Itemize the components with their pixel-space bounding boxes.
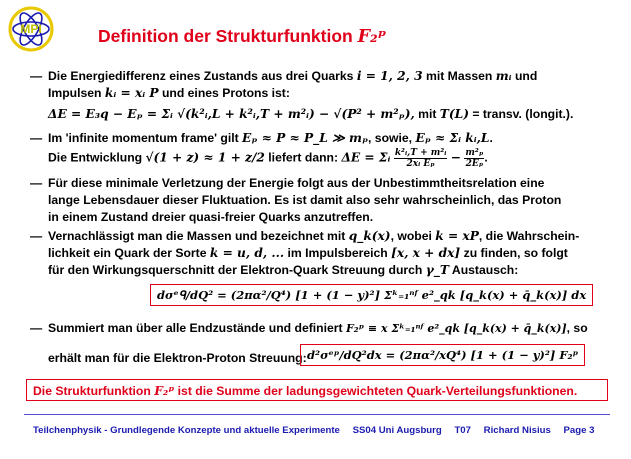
bullet-dash: — <box>30 69 43 83</box>
footer-divider <box>24 414 610 415</box>
item3-line1: Für diese minimale Verletzung der Energie folgt aus der Unbestimmtheitsrelation eine <box>48 176 545 190</box>
text: . <box>484 150 488 165</box>
text: Im 'infinite momentum frame' gilt <box>48 131 239 145</box>
math: kᵢ = xᵢ P <box>104 86 159 100</box>
math: − <box>450 150 462 165</box>
item4-line1 <box>48 228 579 244</box>
numerator: k²ᵢ,T + m²ᵢ <box>394 148 447 158</box>
text: zu finden, so folgt <box>463 246 568 260</box>
item2-line1 <box>48 130 493 146</box>
item2-line2 <box>48 148 488 169</box>
text: im Impulsbereich <box>287 246 388 260</box>
math: mᵢ <box>495 69 512 83</box>
math: T(L) <box>439 107 469 121</box>
text: , sowie, <box>368 131 413 145</box>
math: [x, x + dx] <box>391 246 461 260</box>
text: , wobei <box>390 229 432 243</box>
math: k = u, d, ... <box>209 246 285 260</box>
text: lichkeit ein Quark der Sorte <box>48 246 207 260</box>
bullet-dash: — <box>30 176 43 190</box>
text: Die Energiedifferenz eines Zustands aus drei Quarks <box>48 69 354 83</box>
denominator: 2Eₚ <box>465 159 484 169</box>
item4-line3 <box>48 262 518 278</box>
summary-text: ist die Summe der ladungsgewichteten Quark-Verteilungsfunktionen. <box>177 384 578 398</box>
footer-author: Richard Nisius <box>483 425 551 436</box>
math: √(1 + z) ≈ 1 + z/2 <box>145 150 265 165</box>
title-math: F₂ᵖ <box>357 27 387 47</box>
text: Summiert man über alle Endzustände und definiert <box>48 321 343 335</box>
footer <box>33 425 604 436</box>
text: . <box>489 131 493 145</box>
fraction <box>464 148 484 169</box>
item5-line1 <box>48 320 588 337</box>
summary-text: Die Strukturfunktion <box>33 384 151 398</box>
numerator: m²ₚ <box>465 148 484 158</box>
title-text: Definition der Strukturfunktion <box>98 26 353 46</box>
text: Die Entwicklung <box>48 150 143 165</box>
text: , so <box>566 321 588 335</box>
text: mit <box>418 107 437 121</box>
math: F₂ᵖ ≡ x Σᵏ₌₁ⁿᶠ e²_qk [q_k(x) + q̄_k(x)] <box>345 322 567 335</box>
text: und eines Protons ist: <box>161 86 290 100</box>
item1-equation <box>48 106 573 122</box>
bullet-dash: — <box>30 229 43 243</box>
math: ΔE = Σᵢ <box>341 150 391 165</box>
text: Impulsen <box>48 86 102 100</box>
math: Eₚ ≈ P ≈ P_L ≫ mₚ <box>242 131 369 145</box>
footer-term: SS04 Uni Augsburg <box>352 425 442 436</box>
footer-code: T07 <box>454 425 471 436</box>
footer-course: Teilchenphysik - Grundlegende Konzepte und aktuelle Experimente <box>33 425 340 436</box>
item3-line2: lange Lebensdauer dieser Fluktuation. Es ist damit also sehr wahrscheinlich, das Proton <box>48 193 562 207</box>
proton-cross-section-equation: d²σᵉᵖ/dQ²dx = (2πα²/xQ⁴) [1 + (1 − y)²] F₂ᵖ <box>300 344 585 366</box>
text: und <box>514 69 538 83</box>
text: Vernachlässigt man die Massen und bezeichnet mit <box>48 229 346 243</box>
summary-box <box>26 379 608 401</box>
math: γ_T <box>425 263 449 277</box>
bullet-dash: — <box>30 131 43 145</box>
slide-title <box>98 26 386 47</box>
fraction <box>394 148 448 169</box>
equation: ΔE = E₃q − Eₚ = Σᵢ √(k²ᵢ,L + k²ᵢ,T + m²ᵢ) − √(P² + m²ₚ), <box>48 107 415 121</box>
text: , die Wahrschein- <box>478 229 580 243</box>
footer-page: Page 3 <box>563 425 595 436</box>
bullet-dash: — <box>30 321 43 335</box>
item5-line2: erhält man für die Elektron-Proton Streuung: <box>48 351 307 365</box>
item4-line2 <box>48 245 568 261</box>
item1-line2 <box>48 85 290 101</box>
math: i = 1, 2, 3 <box>356 69 423 83</box>
summary-math: F₂ᵖ <box>154 384 175 398</box>
math: k = xP <box>435 229 479 243</box>
item3-line3: in einem Zustand dreier quasi-freier Quarks anzutreffen. <box>48 210 374 224</box>
item1-line1 <box>48 68 537 84</box>
mpi-logo <box>8 6 54 52</box>
text: Austausch: <box>451 263 519 277</box>
cross-section-equation: dσᵉᑫ/dQ² = (2πα²/Q⁴) [1 + (1 − y)²] Σᵏ₌₁ⁿᶠ e²_qk [q_k(x) + q̄_k(x)] dx <box>150 284 593 306</box>
text: mit Massen <box>426 69 493 83</box>
svg-text:MPI: MPI <box>20 22 42 36</box>
text: für den Wirkungsquerschnitt der Elektron-Quark Streuung durch <box>48 263 423 277</box>
denominator: 2xᵢ Eₚ <box>406 159 435 169</box>
math: Eₚ ≈ Σᵢ kᵢ,L <box>415 131 490 145</box>
text: liefert dann: <box>268 150 339 165</box>
text: = transv. (longit.). <box>472 107 574 121</box>
math: q_k(x) <box>348 229 391 243</box>
